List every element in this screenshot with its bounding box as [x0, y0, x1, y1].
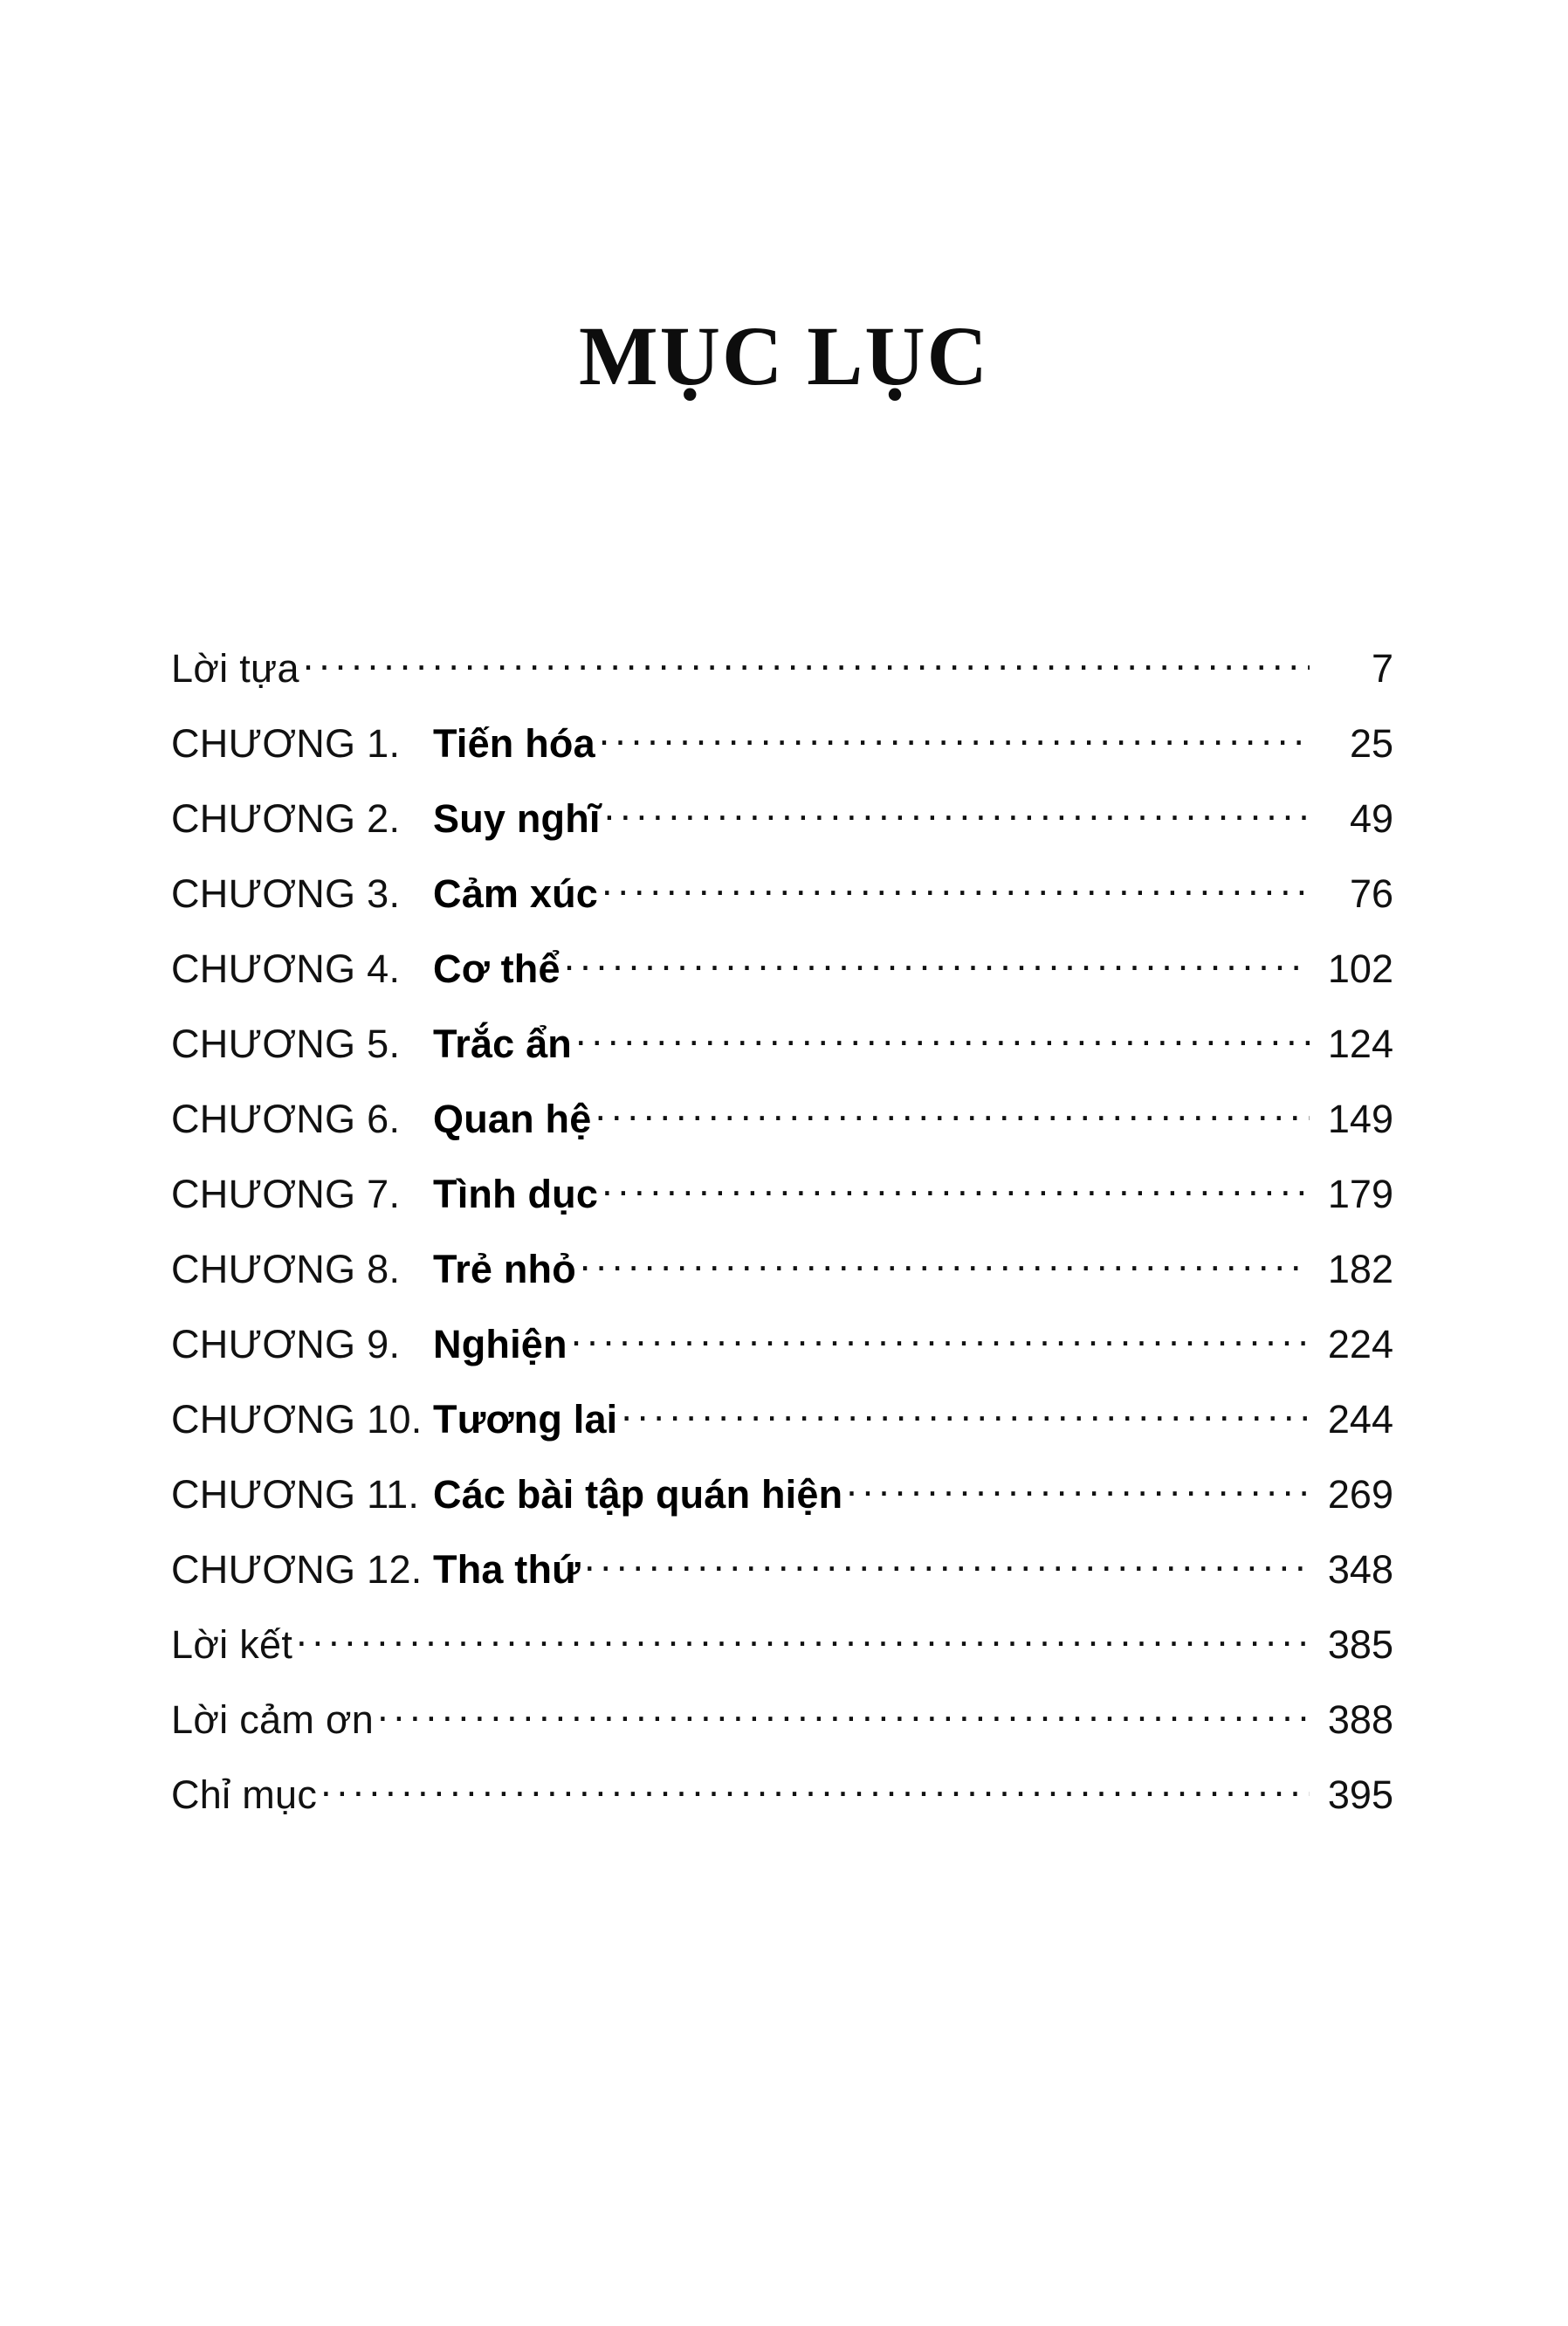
toc-entry[interactable] — [171, 1093, 1393, 1168]
toc-entry-title: Các bài tập quán hiện — [433, 1472, 843, 1517]
toc-entry-title: Lời tựa — [171, 646, 299, 691]
toc-entry[interactable] — [171, 1243, 1393, 1318]
toc-entry-chapter: CHƯƠNG 10. — [171, 1397, 423, 1442]
toc-entry-page-number: 182 — [1327, 1247, 1393, 1291]
toc-entry-chapter: CHƯƠNG 1. — [171, 721, 401, 766]
toc-leader-dots — [564, 943, 1310, 982]
toc-entry-page-number: 179 — [1327, 1172, 1393, 1216]
page-title: MỤC LỤC — [579, 309, 989, 403]
toc-entry-page-number: 388 — [1327, 1697, 1393, 1742]
toc-entry[interactable] — [171, 943, 1393, 1018]
toc-entry-page-number: 7 — [1371, 646, 1393, 691]
toc-entry-chapter: CHƯƠNG 11. — [171, 1472, 420, 1517]
toc-entry[interactable] — [171, 1469, 1393, 1544]
toc-leader-dots — [296, 1619, 1310, 1658]
toc-entry-title: Tình dục — [433, 1172, 599, 1216]
toc-entry-chapter: CHƯƠNG 3. — [171, 871, 401, 916]
toc-entry[interactable] — [171, 1619, 1393, 1694]
toc-entry-chapter: CHƯƠNG 2. — [171, 796, 401, 841]
toc-leader-dots — [303, 643, 1310, 682]
toc-entry-chapter: CHƯƠNG 8. — [171, 1247, 401, 1291]
toc-entry-page-number: 149 — [1327, 1097, 1393, 1141]
toc-leader-dots — [595, 1093, 1310, 1132]
toc-entry[interactable] — [171, 868, 1393, 943]
toc-leader-dots — [580, 1243, 1310, 1283]
toc-entry-title: Lời cảm ơn — [171, 1697, 375, 1742]
toc-entry[interactable] — [171, 643, 1393, 718]
toc-entry-title: Chỉ mục — [171, 1772, 318, 1817]
toc-entry[interactable] — [171, 793, 1393, 868]
toc-leader-dots — [599, 718, 1310, 757]
toc-entry-title: Quan hệ — [433, 1097, 592, 1141]
toc-entry-chapter: CHƯƠNG 9. — [171, 1322, 401, 1366]
toc-entry-title: Trẻ nhỏ — [433, 1247, 576, 1291]
toc-entry-page-number: 102 — [1327, 946, 1393, 991]
toc-entry[interactable] — [171, 1318, 1393, 1394]
toc-entry[interactable] — [171, 1544, 1393, 1619]
toc-entry[interactable] — [171, 1394, 1393, 1469]
toc-entry-title: Tương lai — [433, 1397, 618, 1442]
toc-entry[interactable] — [171, 718, 1393, 793]
toc-entry-chapter: CHƯƠNG 6. — [171, 1097, 401, 1141]
toc-leader-dots — [621, 1394, 1310, 1433]
toc-entry-page-number: 385 — [1327, 1622, 1393, 1667]
toc-leader-dots — [320, 1769, 1310, 1808]
toc-leader-dots — [846, 1469, 1310, 1508]
toc-entry-title: Cơ thể — [433, 946, 560, 991]
toc-entry-page-number: 348 — [1327, 1547, 1393, 1592]
toc-entry-page-number: 124 — [1327, 1022, 1393, 1066]
toc-entry-title: Tiến hóa — [433, 721, 595, 766]
toc-entry[interactable] — [171, 1168, 1393, 1243]
toc-leader-dots — [584, 1544, 1310, 1583]
toc-leader-dots — [377, 1694, 1310, 1733]
toc-entry-page-number: 76 — [1349, 871, 1393, 916]
toc-entry-chapter: CHƯƠNG 5. — [171, 1022, 401, 1066]
toc-entry-title: Lời kết — [171, 1622, 293, 1667]
toc-entry-title: Nghiện — [433, 1322, 567, 1366]
toc-entry-page-number: 224 — [1327, 1322, 1393, 1366]
toc-leader-dots — [571, 1318, 1310, 1358]
toc-entry-chapter: CHƯƠNG 4. — [171, 946, 401, 991]
toc-entry-title: Cảm xúc — [433, 871, 598, 916]
toc-leader-dots — [602, 868, 1310, 907]
toc-entry-title: Suy nghĩ — [433, 796, 601, 841]
toc-entry-chapter: CHƯƠNG 7. — [171, 1172, 401, 1216]
toc-entry[interactable] — [171, 1018, 1393, 1093]
toc-entry-chapter: CHƯƠNG 12. — [171, 1547, 423, 1592]
toc-entry[interactable] — [171, 1694, 1393, 1769]
toc-entry-title: Trắc ẩn — [433, 1022, 572, 1066]
toc-leader-dots — [604, 793, 1310, 832]
toc-leader-dots — [575, 1018, 1310, 1057]
toc-entry-page-number: 269 — [1327, 1472, 1393, 1517]
toc-entry-page-number: 25 — [1349, 721, 1393, 766]
toc-leader-dots — [602, 1168, 1310, 1208]
toc-entry-title: Tha thứ — [433, 1547, 581, 1592]
toc-entry-page-number: 49 — [1349, 796, 1393, 841]
toc-entry[interactable] — [171, 1769, 1393, 1844]
toc-entry-page-number: 244 — [1327, 1397, 1393, 1442]
table-of-contents — [171, 643, 1393, 1844]
toc-entry-page-number: 395 — [1327, 1772, 1393, 1817]
